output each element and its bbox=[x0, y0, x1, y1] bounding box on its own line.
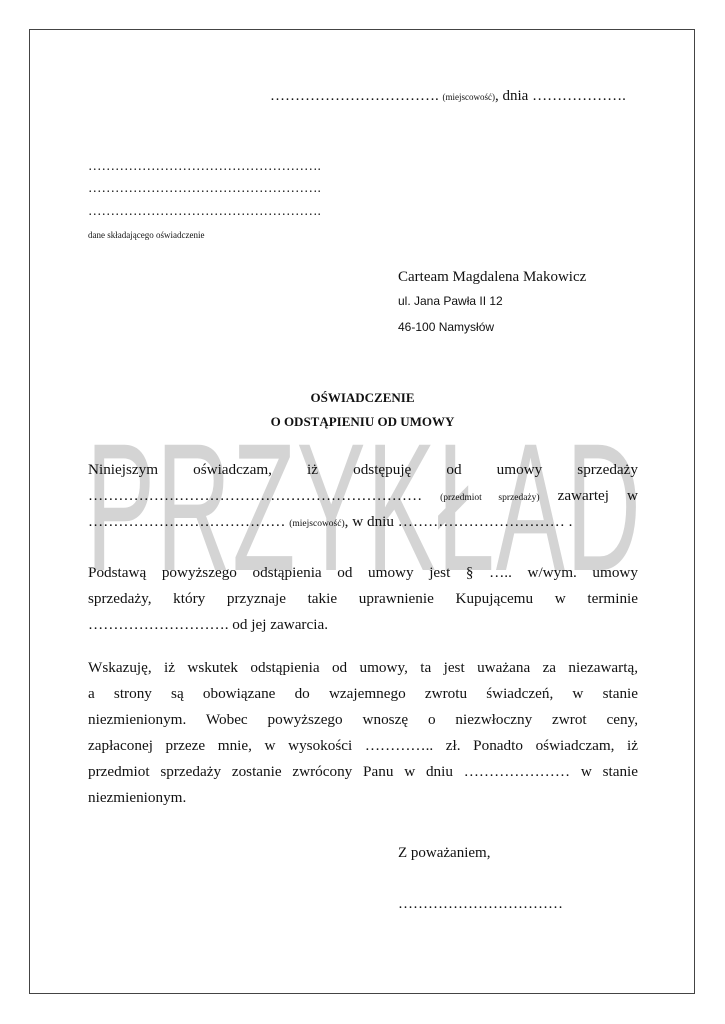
object-label: (przedmiot sprzedaży) bbox=[440, 493, 540, 503]
sender-line-1: ……………………………………………. bbox=[88, 158, 321, 173]
paragraph-2-line-2: sprzedaży, który przyznaje takie uprawnienie Kupującemu w terminie bbox=[88, 590, 638, 607]
paragraph-1 bbox=[88, 457, 638, 535]
paragraph-1-line-3 bbox=[88, 509, 638, 535]
paragraph-2 bbox=[88, 560, 638, 638]
signature-dots: …………………………… bbox=[398, 896, 563, 912]
place-date-line bbox=[270, 88, 626, 105]
paragraph-2-line-3: ………………………. od jej zawarcia. bbox=[88, 616, 328, 633]
paragraph-3-line-4: zapłaconej przeze mnie, w wysokości ………….. zł. Ponadto oświadczam, iż bbox=[88, 737, 638, 754]
paragraph-1-line-1: Niniejszym oświadczam, iż odstępuję od umowy sprzedaży bbox=[88, 461, 639, 478]
document-subtitle: O ODSTĄPIENIU OD UMOWY bbox=[270, 414, 455, 429]
watermark-text: PRZYKŁAD bbox=[86, 405, 642, 590]
paragraph-3-line-2: a strony są obowiązane do wzajemnego zwrotu świadczeń, w stanie bbox=[88, 685, 638, 702]
closing-regards: Z poważaniem, bbox=[398, 845, 491, 861]
paragraph-3-line-5: przedmiot sprzedaży zostanie zwrócony Panu w dniu ………………… w stanie bbox=[88, 763, 638, 780]
contract-place-label: (miejscowość) bbox=[289, 519, 345, 529]
document-title: OŚWIADCZENIE bbox=[310, 390, 415, 405]
sender-line-3: ……………………………………………. bbox=[88, 203, 321, 218]
date-label: , dnia bbox=[494, 88, 529, 104]
recipient-street: ul. Jana Pawła II 12 bbox=[398, 294, 503, 308]
place-label: (miejscowość) bbox=[442, 92, 495, 102]
sender-caption: dane składającego oświadczenie bbox=[88, 230, 205, 240]
recipient-city: 46-100 Namysłów bbox=[398, 320, 495, 334]
recipient-name: Carteam Magdalena Makowicz bbox=[398, 269, 587, 285]
paragraph-3-line-1: Wskazuję, iż wskutek odstąpienia od umowy, ta jest uważana za niezawartą, bbox=[88, 659, 638, 676]
date-dots: ………………. bbox=[532, 88, 626, 104]
place-dots: ……………………………. bbox=[270, 88, 439, 104]
object-dots: ………………………………………………………… bbox=[88, 487, 423, 504]
paragraph-3-line-3: niezmienionym. Wobec powyższego wnoszę o niezwłoczny zwrot ceny, bbox=[88, 711, 638, 728]
paragraph-3-line-6: niezmienionym. bbox=[88, 789, 187, 806]
paragraph-3 bbox=[88, 655, 638, 811]
contract-date: , w dniu …………………………… . bbox=[344, 513, 573, 530]
paragraph-1-line-2 bbox=[88, 483, 638, 509]
concluded-in: zawartej w bbox=[557, 487, 638, 504]
contract-place-dots: ………………………………… bbox=[88, 513, 286, 530]
paragraph-2-line-1: Podstawą powyższego odstąpienia od umowy jest § ….. w/wym. umowy bbox=[88, 564, 638, 581]
sender-line-2: ……………………………………………. bbox=[88, 180, 321, 195]
